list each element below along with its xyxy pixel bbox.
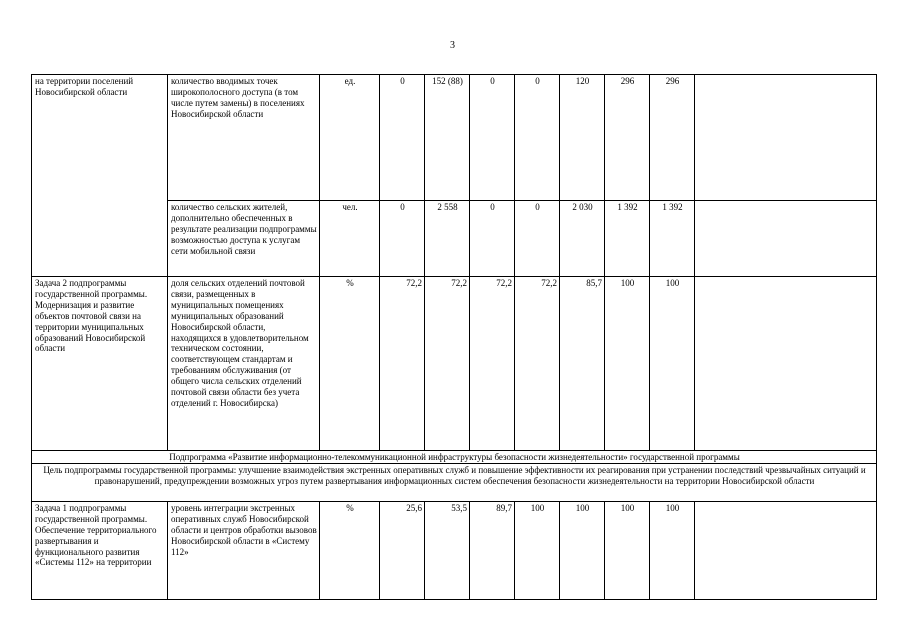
empty-cell	[695, 501, 877, 599]
value-cell: 100	[650, 501, 695, 599]
value-cell: 53,5	[425, 501, 470, 599]
indicator-cell: количество сельских жителей, дополнительно обеспеченных в результате реализации подпрограммы возможностью доступа к услугам сети мобильной связи	[168, 201, 320, 277]
unit-cell: %	[320, 501, 380, 599]
value-cell: 100	[515, 501, 560, 599]
value-cell: 89,7	[470, 501, 515, 599]
value-cell: 0	[470, 201, 515, 277]
table-row	[32, 277, 877, 451]
value-cell: 120	[560, 75, 605, 201]
table-row	[32, 75, 877, 201]
unit-cell: чел.	[320, 201, 380, 277]
value-cell: 100	[650, 277, 695, 451]
empty-cell	[695, 277, 877, 451]
task-cell: Задача 1 подпрограммы государственной программы. Обеспечение территориального развертывания и функционального развития «Системы 112» на территории	[32, 501, 168, 599]
value-cell: 72,2	[425, 277, 470, 451]
unit-cell: ед.	[320, 75, 380, 201]
unit-cell: %	[320, 277, 380, 451]
task-cell: на территории поселений Новосибирской области	[32, 75, 168, 277]
value-cell: 25,6	[380, 501, 425, 599]
subprogram-title: Подпрограмма «Развитие информационно-телекоммуникационной инфраструктуры безопасности жизнедеятельности» государственной программы	[32, 451, 877, 464]
value-cell: 0	[515, 201, 560, 277]
value-cell: 1 392	[605, 201, 650, 277]
value-cell: 72,2	[380, 277, 425, 451]
value-cell: 100	[560, 501, 605, 599]
value-cell: 296	[605, 75, 650, 201]
subprogram-title-row	[32, 451, 877, 464]
value-cell: 85,7	[560, 277, 605, 451]
indicator-cell: доля сельских отделений почтовой связи, размещенных в муниципальных помещениях муниципальных образований Новосибирской области, находящихся в удовлетворительном техническом состоянии, соответствующем стандартам и требованиям обслуживания (от общего числа сельских отделений почтовой связи области без учета отделений г. Новосибирска)	[168, 277, 320, 451]
value-cell: 296	[650, 75, 695, 201]
value-cell: 100	[605, 277, 650, 451]
task-cell: Задача 2 подпрограммы государственной программы. Модернизация и развитие объектов почтовой связи на территории муниципальных образований Новосибирской области	[32, 277, 168, 451]
value-cell: 2 558	[425, 201, 470, 277]
indicator-cell: количество вводимых точек широкополосного доступа (в том числе путем замены) в поселениях Новосибирской области	[168, 75, 320, 201]
empty-cell	[695, 201, 877, 277]
value-cell: 2 030	[560, 201, 605, 277]
value-cell: 0	[380, 75, 425, 201]
value-cell: 100	[605, 501, 650, 599]
subprogram-goal: Цель подпрограммы государственной программы: улучшение взаимодействия экстренных оперативных служб и повышение эффективности их реагирования при устранении последствий чрезвычайных ситуаций и правонарушений, предупреждении возможных угроз путем развертывания информационных систем обеспечения безопасности жизнедеятельности на территории Новосибирской области	[32, 463, 877, 501]
value-cell: 0	[380, 201, 425, 277]
page-number: 3	[450, 40, 455, 51]
value-cell: 0	[470, 75, 515, 201]
value-cell: 0	[515, 75, 560, 201]
indicator-cell: уровень интеграции экстренных оперативных служб Новосибирской области и центров обработки вызовов Новосибирской области в «Систему 112»	[168, 501, 320, 599]
empty-cell	[695, 75, 877, 201]
value-cell: 1 392	[650, 201, 695, 277]
value-cell: 152 (88)	[425, 75, 470, 201]
indicators-table	[31, 74, 877, 600]
value-cell: 72,2	[470, 277, 515, 451]
subprogram-goal-row	[32, 463, 877, 501]
table-row	[32, 501, 877, 599]
value-cell: 72,2	[515, 277, 560, 451]
